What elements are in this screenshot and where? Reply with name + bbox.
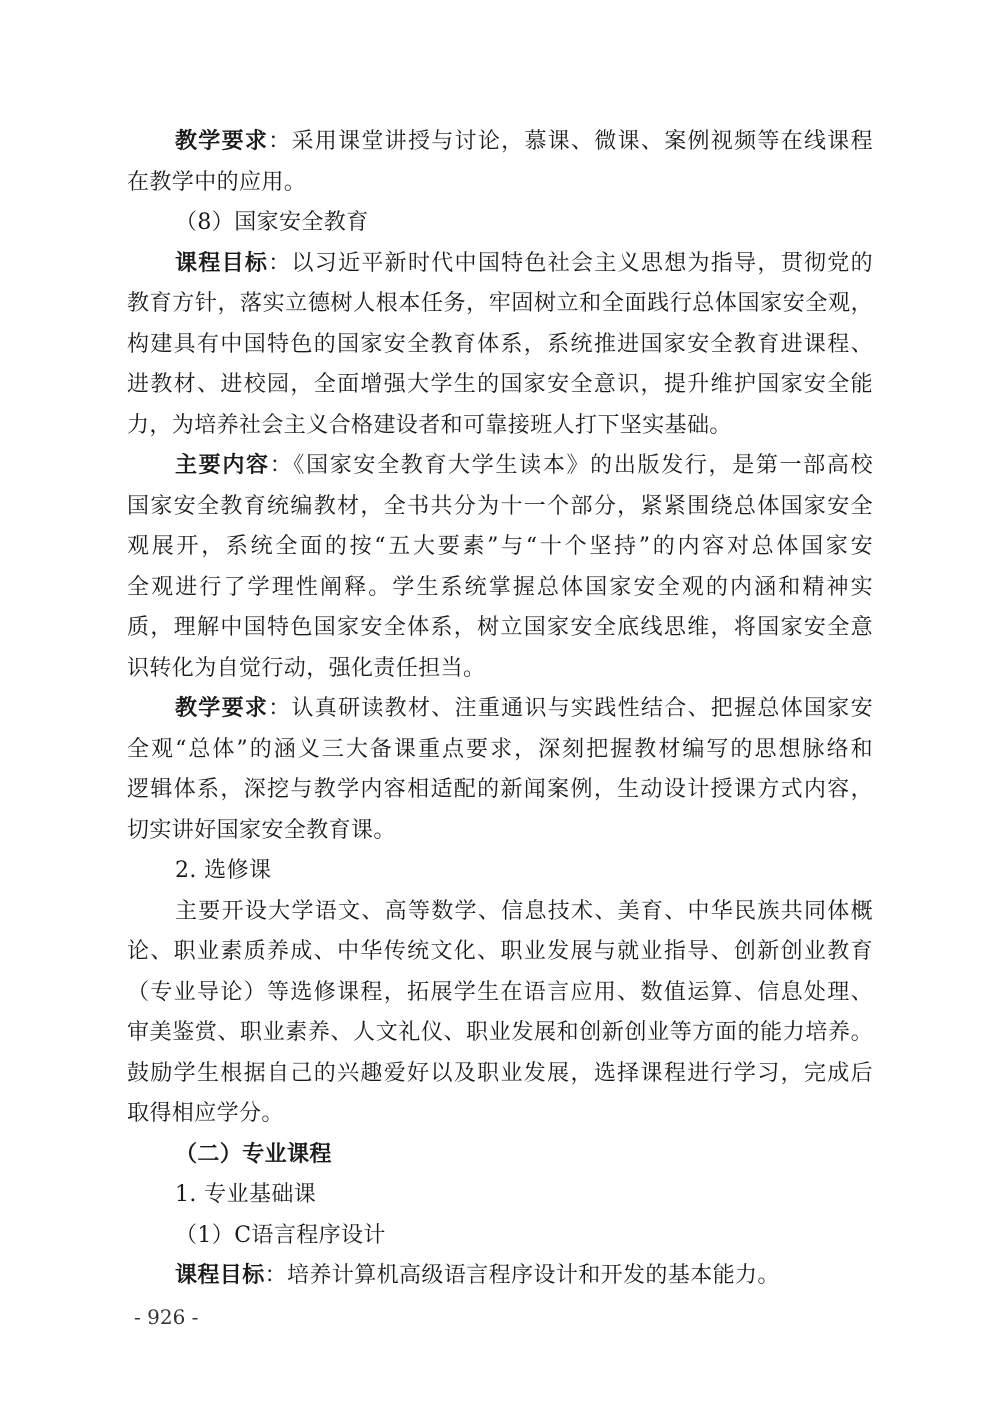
text-line: [127, 811, 873, 852]
line-text: （专业导论）等选修课程，拓展学生在语言应用、数值运算、信息处理、: [127, 979, 873, 1005]
text-line: [127, 244, 873, 285]
text-line: [127, 527, 873, 568]
text-line: [127, 973, 873, 1014]
line-text: 进教材、进校园，全面增强大学生的国家安全意识，提升维护国家安全能: [127, 372, 873, 397]
line-text: 主要开设大学语文、高等数学、信息技术、美育、中华民族共同体概: [175, 898, 873, 924]
text-line: [127, 1094, 873, 1135]
line-text: 认真研读教材、注重通识与实践性结合、把握总体国家安: [291, 696, 873, 721]
line-text: 国家安全教育统编教材，全书共分为十一个部分，紧紧围绕总体国家安全: [127, 493, 873, 519]
text-line: [127, 892, 873, 933]
text-line: [127, 608, 873, 649]
section-label: 课程目标: [175, 250, 269, 276]
line-text: 教育方针，落实立德树人根本任务，牢固树立和全面践行总体国家安全观，: [127, 291, 873, 316]
text-line: [127, 446, 873, 487]
label-separator: ：: [268, 696, 292, 721]
section-label: 教学要求: [175, 696, 269, 721]
line-text: 采用课堂讲授与讨论，慕课、微课、案例视频等在线课程: [291, 129, 873, 154]
text-line: [127, 851, 873, 892]
line-text: 全观“总体”的涵义三大备课重点要求，深刻把握教材编写的思想脉络和: [127, 736, 873, 762]
line-text: （8）国家安全教育: [175, 210, 369, 235]
line-text: 质，理解中国特色国家安全体系，树立国家安全底线思维，将国家安全意: [127, 615, 873, 640]
text-line: [127, 203, 873, 244]
line-text: 2. 选修课: [175, 858, 272, 883]
text-line: [127, 568, 873, 609]
line-text: 《国家安全教育大学生读本》的出版发行，是第一部高校: [293, 453, 873, 478]
text-line: [127, 325, 873, 366]
text-line: [127, 932, 873, 973]
text-line: [127, 649, 873, 690]
text-line: [127, 122, 873, 163]
line-text: （1）C语言程序设计: [175, 1222, 386, 1248]
line-text: 全观进行了学理性阐释。学生系统掌握总体国家安全观的内涵和精神实: [127, 574, 873, 600]
text-line: [127, 770, 873, 811]
text-line: [127, 1216, 873, 1257]
label-separator: ：: [268, 250, 292, 276]
line-text: 鼓励学生根据自己的兴趣爱好以及职业发展，选择课程进行学习，完成后: [127, 1060, 873, 1086]
line-text: 以习近平新时代中国特色社会主义思想为指导，贯彻党的: [291, 250, 873, 276]
section-label: 教学要求: [175, 129, 269, 154]
line-text: 力，为培养社会主义合格建设者和可靠接班人打下坚实基础。: [127, 412, 732, 438]
line-text: 构建具有中国特色的国家安全教育体系，系统推进国家安全教育进课程、: [127, 331, 873, 357]
page-number: - 926 -: [134, 1305, 199, 1329]
line-text: （二）专业课程: [175, 1141, 332, 1167]
section-label: 课程目标: [175, 1263, 265, 1288]
line-text: 1. 专业基础课: [175, 1182, 317, 1207]
text-line: [127, 1256, 873, 1297]
text-line: [127, 1135, 873, 1176]
text-line: [127, 1013, 873, 1054]
text-line: [127, 487, 873, 528]
label-separator: ：: [264, 1263, 288, 1288]
line-text: 取得相应学分。: [127, 1101, 284, 1126]
line-text: 在教学中的应用。: [127, 169, 307, 195]
text-line: [127, 163, 873, 204]
text-line: [127, 730, 873, 771]
body-text: [127, 122, 873, 1297]
text-line: [127, 284, 873, 325]
text-line: [127, 1175, 873, 1216]
text-line: [127, 689, 873, 730]
line-text: 切实讲好国家安全教育课。: [127, 817, 396, 843]
line-text: 培养计算机高级语言程序设计和开发的基本能力。: [287, 1263, 780, 1288]
line-text: 审美鉴赏、职业素养、人文礼仪、职业发展和创新创业等方面的能力培养。: [127, 1020, 873, 1045]
section-label: 主要内容: [175, 453, 270, 478]
line-text: 观展开，系统全面的按“五大要素”与“十个坚持”的内容对总体国家安: [127, 534, 873, 559]
text-line: [127, 406, 873, 447]
label-separator: ：: [269, 453, 294, 478]
line-text: 论、职业素质养成、中华传统文化、职业发展与就业指导、创新创业教育: [127, 939, 873, 964]
label-separator: ：: [268, 129, 292, 154]
line-text: 识转化为自觉行动，强化责任担当。: [127, 655, 486, 681]
text-line: [127, 365, 873, 406]
line-text: 逻辑体系，深挖与教学内容相适配的新闻案例，生动设计授课方式内容，: [127, 777, 873, 802]
text-line: [127, 1054, 873, 1095]
